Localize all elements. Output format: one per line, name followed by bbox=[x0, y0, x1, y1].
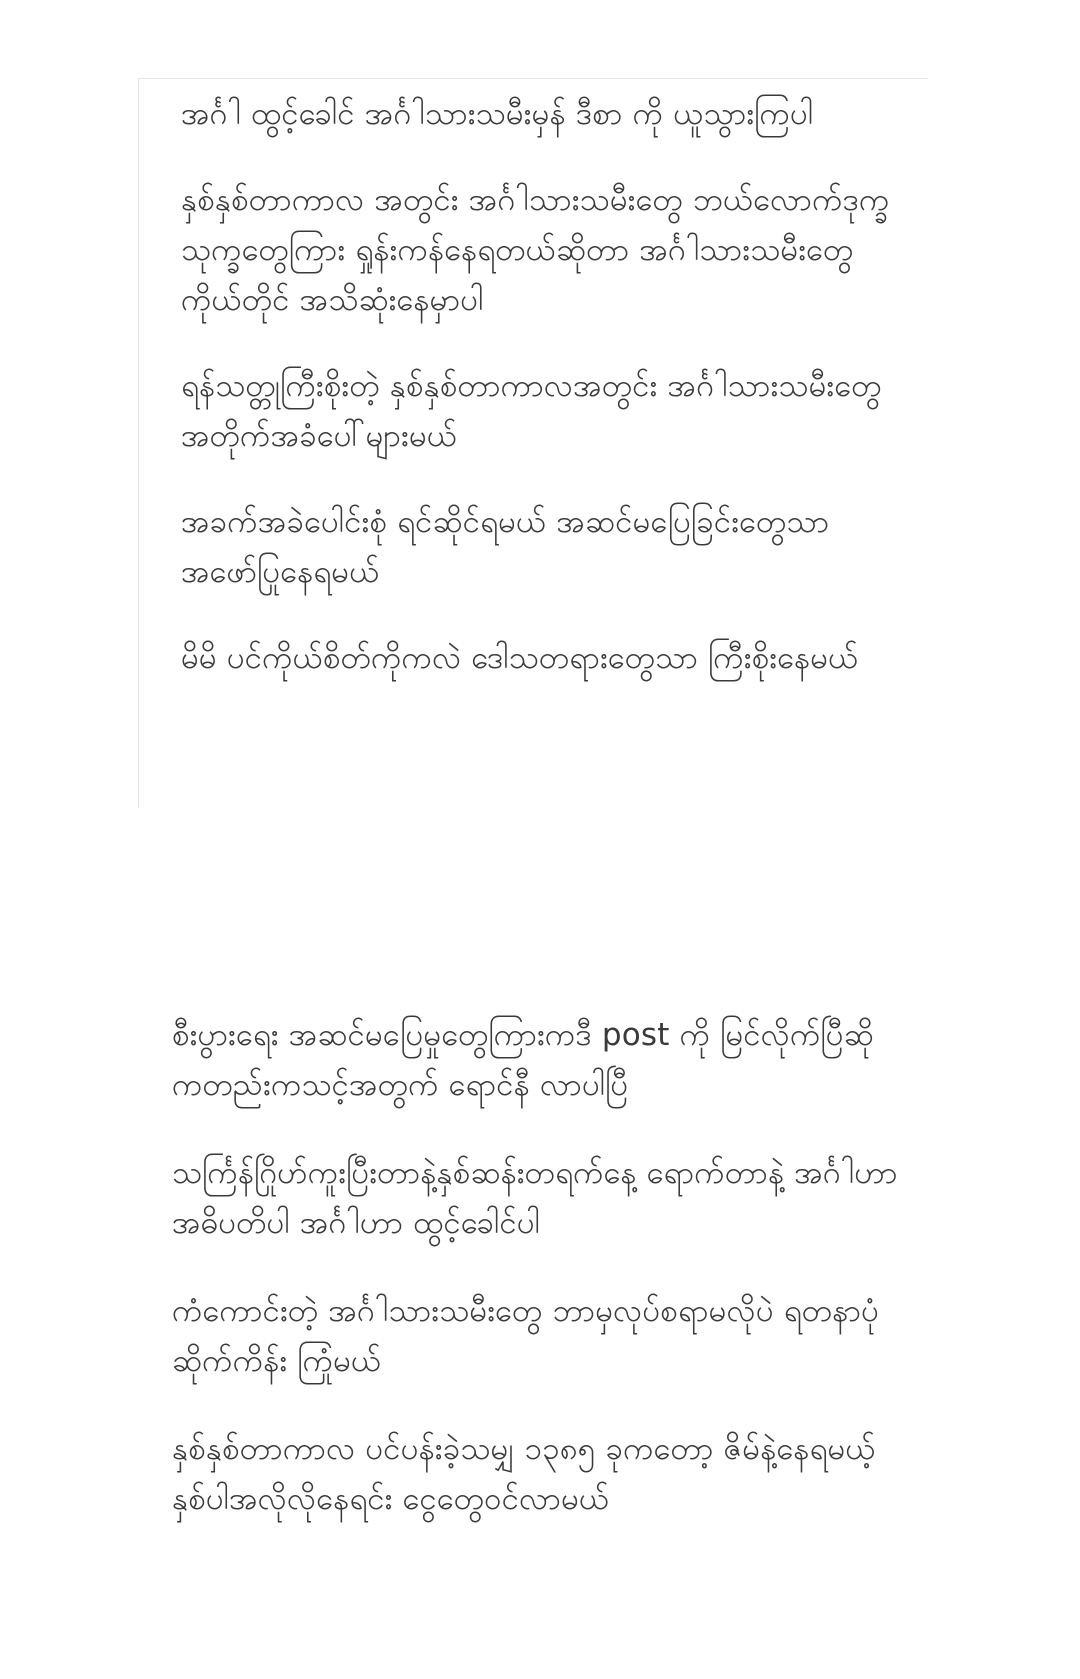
paragraph: နှစ်နှစ်တာကာလ ပင်ပန်းခဲ့သမျှ ၁၃၈၅ ခုကတော့ ဇိမ်နဲ့နေရမယ့် နှစ်ပါအလိုလိုနေရင်း ငွေတွေဝင်လာမယ် bbox=[172, 1431, 876, 1517]
paragraph: နှစ်နှစ်တာကာလ အတွင်း အင်္ဂါသားသမီးတွေ ဘယ်လောက်ဒုက္ခ သုက္ခတွေကြား ရှုန်းကန်နေရတယ်ဆိုတာ အင်္ဂါသားသမီးတွေ ကိုယ်တိုင် အသိဆုံးနေမှာပါ bbox=[181, 182, 890, 318]
top-text-card bbox=[138, 78, 928, 808]
paragraph: အင်္ဂါ ထွင့်ခေါင် အင်္ဂါသားသမီးမှန် ဒီစာ ကို ယူသွားကြပါ bbox=[181, 96, 814, 132]
paragraph: အခက်အခဲပေါင်းစုံ ရင်ဆိုင်ရမယ် အဆင်မပြေခြင်းတွေသာ အဖော်ပြုနေရမယ် bbox=[181, 504, 830, 590]
paragraph: မိမိ ပင်ကိုယ်စိတ်ကိုကလဲ ဒေါသတရားတွေသာ ကြီးစိုးနေမယ် bbox=[181, 640, 859, 676]
paragraph: စီးပွားရေး အဆင်မပြေမှုတွေကြားကဒီ post ကို မြင်လိုက်ပြီဆိုကတည်းကသင့်အတွက် ရောင်နီ လာပါပြီ bbox=[172, 1017, 874, 1103]
paragraph: ရန်သတ္တုကြီးစိုးတဲ့ နှစ်နှစ်တာကာလအတွင်း အင်္ဂါသားသမီးတွေအတိုက်အခံပေါ်များမယ် bbox=[181, 368, 882, 454]
paragraph: သင်္ကြန်ဂြိုဟ်ကူးပြီးတာနဲ့နှစ်ဆန်းတရက်နေ့ ရောက်တာနဲ့ အင်္ဂါဟာ အဓိပတိပါ အင်္ဂါဟာ ထွင့်ခေါင်ပါ bbox=[172, 1155, 898, 1241]
bottom-text-card bbox=[138, 1010, 928, 1570]
paragraph: ကံကောင်းတဲ့ အင်္ဂါသားသမီးတွေ ဘာမှလုပ်စရာမလိုပဲ ရတနာပုံ ဆိုက်ကိန်း ကြုံမယ် bbox=[172, 1293, 880, 1379]
